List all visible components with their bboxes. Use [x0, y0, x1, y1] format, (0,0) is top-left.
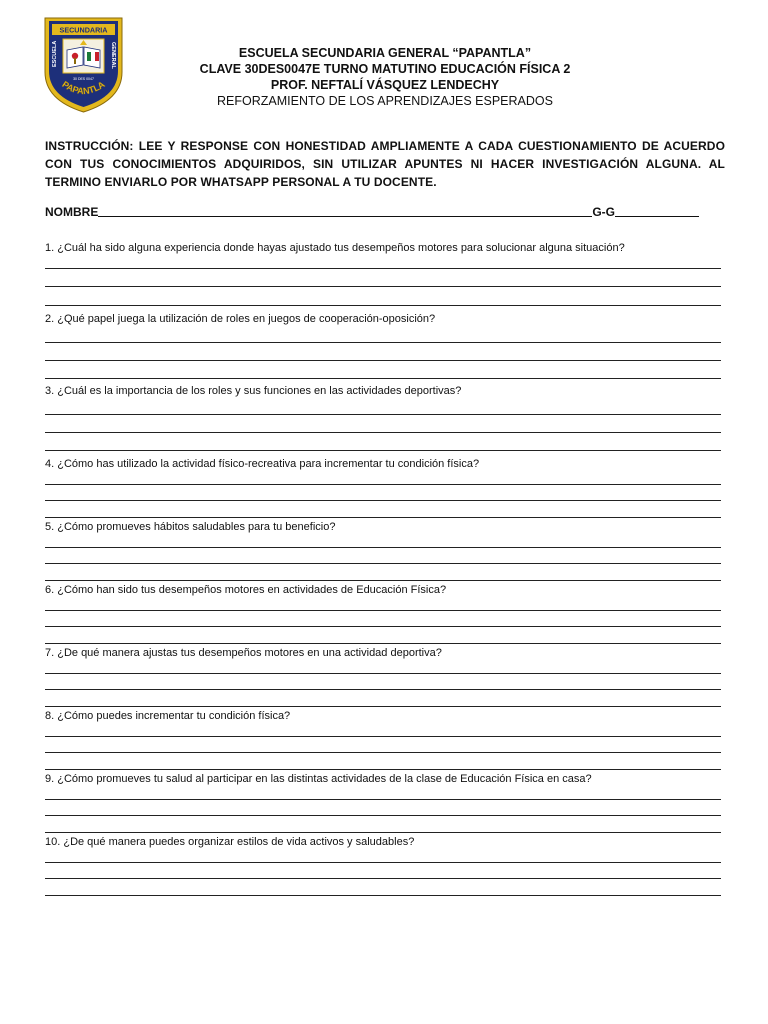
group-input-line[interactable]	[615, 204, 699, 217]
answer-line[interactable]	[45, 706, 721, 707]
question-item	[45, 384, 721, 454]
answer-line[interactable]	[45, 563, 721, 564]
answer-line[interactable]	[45, 752, 721, 753]
answer-line[interactable]	[45, 895, 721, 896]
question-item	[45, 646, 721, 716]
document-header	[150, 45, 620, 109]
school-crest-logo	[43, 12, 124, 114]
question-text: 6. ¿Cómo han sido tus desempeños motores en actividades de Educación Física?	[45, 584, 447, 596]
svg-text:PAPANTLA: PAPANTLA	[60, 79, 107, 97]
answer-line[interactable]	[45, 360, 721, 361]
answer-line[interactable]	[45, 626, 721, 627]
group-label: G-G	[592, 205, 616, 219]
instruction-paragraph: INSTRUCCIÓN: LEE Y RESPONSE CON HONESTIDAD AMPLIAMENTE A CADA CUESTIONAMIENTO DE ACUERDO CON TUS CONOCIMIENTOS ADQUIRIDOS, SIN UTILIZAR APUNTES NI HACER INVESTIGACIÓN ALGUNA. AL TERMINO ENVIARLO POR WHATSAPP PERSONAL A TU DOCENTE.	[45, 139, 725, 189]
answer-line[interactable]	[45, 815, 721, 816]
answer-line[interactable]	[45, 517, 721, 518]
name-label: NOMBRE	[45, 205, 99, 219]
svg-text:ESCUELA: ESCUELA	[52, 40, 58, 67]
teacher-name: PROF. NEFTALÍ VÁSQUEZ LENDECHY	[270, 78, 500, 92]
name-input-line[interactable]	[98, 204, 592, 217]
answer-line[interactable]	[45, 673, 721, 674]
question-text: 9. ¿Cómo promueves tu salud al participar en las distintas actividades de la clase de Educación Física en casa?	[45, 773, 592, 785]
answer-line[interactable]	[45, 580, 721, 581]
answer-line[interactable]	[45, 736, 721, 737]
answer-line[interactable]	[45, 547, 721, 548]
answer-line[interactable]	[45, 286, 721, 287]
document-subtitle: REFORZAMIENTO DE LOS APRENDIZAJES ESPERADOS	[217, 94, 553, 108]
question-item	[45, 520, 721, 590]
answer-line[interactable]	[45, 305, 721, 306]
answer-line[interactable]	[45, 832, 721, 833]
answer-line[interactable]	[45, 268, 721, 269]
answer-line[interactable]	[45, 862, 721, 863]
svg-text:GENERAL: GENERAL	[110, 42, 116, 69]
question-text: 4. ¿Cómo has utilizado la actividad físico-recreativa para incrementar tu condición física?	[45, 458, 480, 470]
question-text: 2. ¿Qué papel juega la utilización de roles en juegos de cooperación-oposición?	[45, 313, 436, 325]
answer-line[interactable]	[45, 414, 721, 415]
answer-line[interactable]	[45, 378, 721, 379]
question-text: 10. ¿De qué manera puedes organizar estilos de vida activos y saludables?	[45, 836, 415, 848]
svg-text:SECUNDARIA: SECUNDARIA	[59, 25, 108, 35]
question-item	[45, 241, 721, 311]
school-key-and-shift: CLAVE 30DES0047E TURNO MATUTINO EDUCACIÓN FÍSICA 2	[199, 62, 571, 76]
answer-line[interactable]	[45, 878, 721, 879]
answer-line[interactable]	[45, 689, 721, 690]
answer-line[interactable]	[45, 500, 721, 501]
question-text: 1. ¿Cuál ha sido alguna experiencia donde hayas ajustado tus desempeños motores para solucionar alguna situación?	[45, 242, 625, 254]
answer-line[interactable]	[45, 610, 721, 611]
svg-text:30 DES 0047: 30 DES 0047	[73, 77, 94, 81]
school-name: ESCUELA SECUNDARIA GENERAL “PAPANTLA”	[238, 46, 532, 60]
name-field-row	[45, 204, 699, 219]
question-text: 8. ¿Cómo puedes incrementar tu condición física?	[45, 710, 291, 722]
answer-line[interactable]	[45, 799, 721, 800]
answer-line[interactable]	[45, 769, 721, 770]
question-item	[45, 312, 721, 382]
question-item	[45, 772, 721, 842]
question-item	[45, 457, 721, 527]
question-text: 5. ¿Cómo promueves hábitos saludables para tu beneficio?	[45, 521, 336, 533]
question-item	[45, 709, 721, 779]
answer-line[interactable]	[45, 342, 721, 343]
question-item	[45, 583, 721, 653]
answer-line[interactable]	[45, 432, 721, 433]
answer-line[interactable]	[45, 643, 721, 644]
answer-line[interactable]	[45, 484, 721, 485]
question-text: 3. ¿Cuál es la importancia de los roles y sus funciones en las actividades deportivas?	[45, 385, 462, 397]
question-text: 7. ¿De qué manera ajustas tus desempeños motores en una actividad deportiva?	[45, 647, 442, 659]
answer-line[interactable]	[45, 450, 721, 451]
question-item	[45, 835, 721, 905]
